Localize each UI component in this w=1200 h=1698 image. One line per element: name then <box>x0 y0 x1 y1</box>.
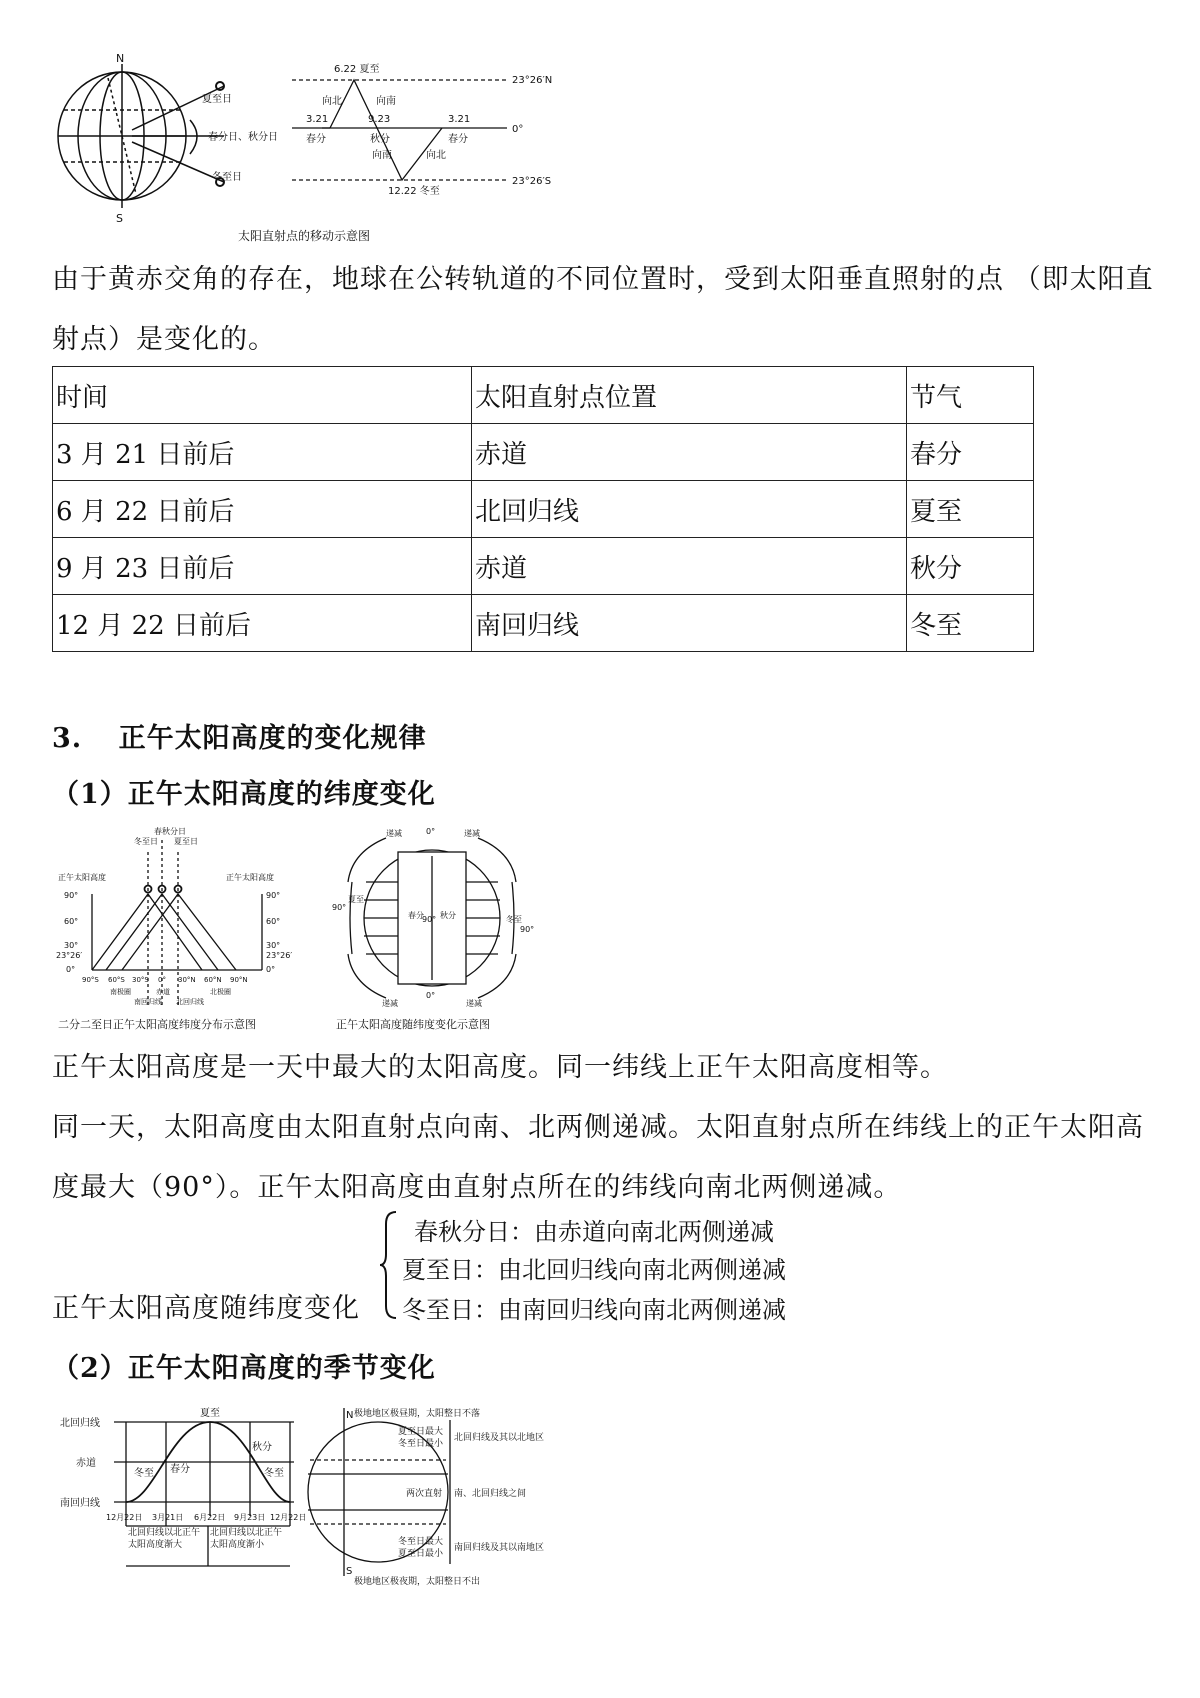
brace-icon <box>378 1208 400 1322</box>
zone-label: 赤道 <box>156 988 170 996</box>
top-label: 春秋分日 <box>154 827 186 836</box>
top-label: 夏至日 <box>174 837 198 846</box>
y-tick: 30° <box>64 941 79 950</box>
zone-box-line: 夏至日最小 <box>398 1549 444 1559</box>
y-tick: 0° <box>66 965 76 974</box>
zone-label: 北回归线及其以北地区 <box>454 1433 545 1443</box>
zone-label: 南极圈 <box>110 988 131 996</box>
term-label: 夏至 <box>200 1408 220 1419</box>
table-header-row <box>53 367 1034 424</box>
brace-lead: 正午太阳高度随纬度变化 <box>52 1293 360 1324</box>
south-label: S <box>346 1566 353 1577</box>
lat-zero-label: 0° <box>512 124 524 135</box>
term-label: 春分 <box>306 134 326 145</box>
date-tick: 6月22日 <box>194 1513 226 1522</box>
lat-north-label: 23°26′N <box>512 75 553 86</box>
zone-box-line: 夏至日最大 <box>398 1427 444 1437</box>
zone-box-line: 冬至日最大 <box>398 1537 444 1547</box>
zone-labels <box>110 987 231 1006</box>
lat-south-label: 23°26′S <box>512 176 552 187</box>
ninety-label: 90° <box>422 915 437 924</box>
subsection-heading: （2）正午太阳高度的季节变化 <box>52 1353 436 1384</box>
y-tick: 0° <box>266 965 276 974</box>
x-tick: 30°N <box>178 976 196 984</box>
table-cell: 冬至 <box>907 595 1034 652</box>
polar-night-note: 极地地区极夜期，太阳整日不出 <box>354 1577 481 1586</box>
table-cell: 赤道 <box>472 424 907 481</box>
x-tick: 60°N <box>204 976 222 984</box>
summer-date-label: 6.22 夏至 <box>334 64 380 75</box>
section-heading <box>52 716 427 755</box>
top-label: 冬至日 <box>134 837 158 846</box>
zone-label: 南回归线及其以南地区 <box>454 1543 545 1553</box>
zone-box-line: 冬至日最小 <box>398 1439 444 1449</box>
zero-label: 0° <box>426 991 436 1000</box>
x-tick: 30°S <box>132 976 149 984</box>
spring-label: 春分 <box>408 911 424 920</box>
direction-label: 向南 <box>376 96 396 107</box>
section-title: 正午太阳高度的变化规律 <box>118 723 427 754</box>
table-cell: 赤道 <box>472 538 907 595</box>
globe-diagram <box>58 64 224 208</box>
south-label: S <box>116 212 123 225</box>
autumn-label: 秋分 <box>440 911 456 920</box>
migration-diagram <box>292 80 507 180</box>
paragraph: 同一天，太阳高度由太阳直射点向南、北两侧递减。太阳直射点所在纬线上的正午太阳高度最大（90°）。正午太阳高度由直射点所在的纬线向南北两侧递减。 <box>52 1112 1144 1203</box>
direction-label: 向南 <box>372 150 392 161</box>
date-tick: 9月23日 <box>234 1513 266 1522</box>
date-tick: 12月22日 <box>270 1513 307 1522</box>
decrease-label: 递减 <box>386 829 402 838</box>
intro-paragraph: 由于黄赤交角的存在，地球在公转轨道的不同位置时，受到太阳垂直照射的点 （即太阳直射点）是变化的。 <box>52 264 1154 355</box>
section-number: 3. <box>52 723 83 754</box>
polar-day-note: 极地地区极昼期，太阳整日不落 <box>354 1409 481 1419</box>
table-cell: 春分 <box>907 424 1034 481</box>
paragraph: 正午太阳高度是一天中最大的太阳高度。同一纬线上正午太阳高度相等。 <box>52 1052 948 1083</box>
table-row <box>53 424 1034 481</box>
date-tick: 12月22日 <box>106 1513 143 1522</box>
table-cell: 6 月 22 日前后 <box>53 481 472 538</box>
term-label: 秋分 <box>370 134 390 145</box>
figure-caption: 正午太阳高度随纬度变化示意图 <box>336 1018 490 1031</box>
subsolar-table <box>52 366 1034 652</box>
table-cell: 南回归线 <box>472 595 907 652</box>
zone-label: 南回归线 <box>134 998 162 1006</box>
term-label: 春分 <box>170 1464 190 1475</box>
trend-note: 北回归线以北正午太阳高度渐大 <box>128 1528 201 1550</box>
table-cell: 3 月 21 日前后 <box>53 424 472 481</box>
y-axis-label: 正午太阳高度 <box>226 873 274 882</box>
date-label: 9.23 <box>368 114 391 125</box>
decrease-label: 递减 <box>464 829 480 838</box>
term-label: 春分 <box>448 134 468 145</box>
ninety-label: 90° <box>520 925 535 934</box>
seasonal-figure <box>58 1406 648 1586</box>
figure-caption: 二分二至日正午太阳高度纬度分布示意图 <box>58 1018 256 1031</box>
north-label: N <box>346 1410 354 1421</box>
decrease-label: 递减 <box>382 999 398 1008</box>
y-tick: 60° <box>64 917 79 926</box>
zone-box-line: 两次直射 <box>406 1489 443 1499</box>
header-cell: 太阳直射点位置 <box>472 367 907 424</box>
term-label: 秋分 <box>252 1442 272 1453</box>
y-tick: 23°26′ <box>266 951 293 960</box>
x-tick: 60°S <box>108 976 125 984</box>
zero-label: 0° <box>426 827 436 836</box>
y-tick: 60° <box>266 917 281 926</box>
date-tick: 3月21日 <box>152 1513 184 1522</box>
y-tick: 90° <box>266 891 281 900</box>
zone-label: 北回归线 <box>176 998 204 1006</box>
table-row <box>53 595 1034 652</box>
table-row <box>53 481 1034 538</box>
table-cell: 12 月 22 日前后 <box>53 595 472 652</box>
x-tick: 90°S <box>82 976 99 984</box>
zone-label: 北极圈 <box>210 988 231 996</box>
subsection-heading: （1）正午太阳高度的纬度变化 <box>52 779 436 810</box>
direction-label: 向北 <box>426 150 446 161</box>
summer-label: 夏至 <box>348 895 364 904</box>
brace-item: 夏至日：由北回归线向南北两侧递减 <box>402 1256 786 1284</box>
direction-label: 向北 <box>322 96 342 107</box>
x-tick: 0° <box>158 976 166 984</box>
ninety-label: 90° <box>332 903 347 912</box>
table-cell: 9 月 23 日前后 <box>53 538 472 595</box>
table-cell: 夏至 <box>907 481 1034 538</box>
brace-item: 春秋分日：由赤道向南北两侧递减 <box>414 1218 774 1246</box>
winter-solstice-label: 冬至日 <box>212 172 242 183</box>
header-cell: 节气 <box>907 367 1034 424</box>
solar-migration-figure <box>52 50 612 250</box>
y-tick: 30° <box>266 941 281 950</box>
date-label: 3.21 <box>306 114 329 125</box>
y-label: 南回归线 <box>60 1498 100 1509</box>
y-tick: 90° <box>64 891 79 900</box>
term-label: 冬至 <box>134 1468 154 1479</box>
winter-date-label: 12.22 冬至 <box>388 186 440 197</box>
table-cell: 秋分 <box>907 538 1034 595</box>
y-axis-label: 正午太阳高度 <box>58 873 106 882</box>
equinox-label: 春分日、秋分日 <box>208 132 278 143</box>
y-label: 赤道 <box>76 1458 96 1469</box>
x-tick: 90°N <box>230 976 248 984</box>
header-cell: 时间 <box>53 367 472 424</box>
zone-label: 南、北回归线之间 <box>454 1489 527 1499</box>
latitude-figure <box>52 822 612 1036</box>
north-label: N <box>116 52 125 65</box>
winter-label: 冬至 <box>506 915 522 924</box>
table-row <box>53 538 1034 595</box>
y-label: 北回归线 <box>60 1418 100 1429</box>
brace-item: 冬至日：由南回归线向南北两侧递减 <box>402 1296 786 1324</box>
trend-note: 北回归线以北正午太阳高度渐小 <box>210 1528 283 1550</box>
date-label: 3.21 <box>448 114 471 125</box>
decrease-label: 递减 <box>466 999 482 1008</box>
figure-caption: 太阳直射点的移动示意图 <box>238 229 371 243</box>
term-label: 冬至 <box>264 1468 284 1479</box>
table-cell: 北回归线 <box>472 481 907 538</box>
summer-solstice-label: 夏至日 <box>202 94 232 105</box>
y-tick: 23°26′ <box>56 951 83 960</box>
